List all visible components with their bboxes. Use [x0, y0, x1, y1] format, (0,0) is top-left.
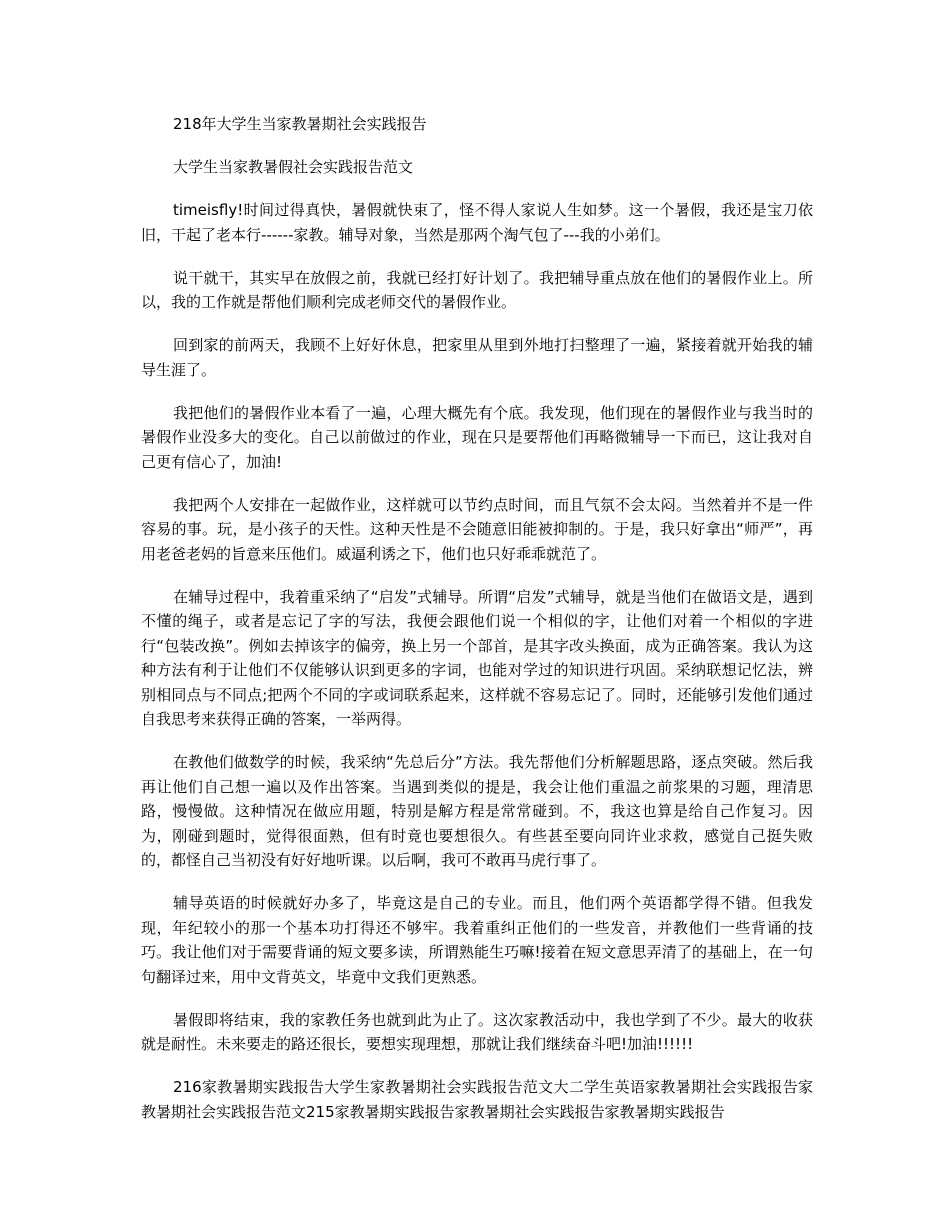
paragraph-2: 说干就干，其实早在放假之前，我就已经打好计划了。我把辅导重点放在他们的暑假作业上。所以，我的工作就是帮他们顺利完成老师交代的暑假作业。 — [141, 268, 813, 311]
paragraph-8: 辅导英语的时候就好办多了，毕竟这是自己的专业。而且，他们两个英语都学得不错。但我发现，年纪较小的那一个基本功打得还不够牢。我着重纠正他们的一些发音，并教他们一些背诵的技巧。我让他们对于需要背诵的短文要多读，所谓熟能生巧嘛!接着在短文意思弄清了的基础上，在一句句翻译过来，用中文背英文，毕竟中文我们更熟悉。 — [141, 894, 813, 986]
paragraph-6: 在辅导过程中，我着重采纳了“启发”式辅导。所谓“启发”式辅导，就是当他们在做语文是，遇到不懂的绳子，或者是忘记了字的写法，我便会跟他们说一个相似的字，让他们对着一个相似的字进行“包装改换”。例如去掉该字的偏旁，换上另一个部首，是其字改头换面，成为正确答案。我认为这种方法有利于让他们不仅能够认识到更多的字词，也能对学过的知识进行巩固。采纳联想记忆法，辨别相同点与不同点;把两个不同的字或词联系起来，这样就不容易忘记了。同时，还能够引发他们通过自我思考来获得正确的答案，一举两得。 — [141, 587, 813, 728]
paragraph-9: 暑假即将结束，我的家教任务也就到此为止了。这次家教活动中，我也学到了不少。最大的收获就是耐性。未来要走的路还很长，要想实现理想，那就让我们继续奋斗吧!加油!!!!!! — [141, 1010, 813, 1053]
paragraph-5: 我把两个人安排在一起做作业，这样就可以节约点时间，而且气氛不会太闷。当然着并不是一件容易的事。玩，是小孩子的天性。这种天性是不会随意旧能被抑制的。于是，我只好拿出“师严”，再用老爸老妈的旨意来压他们。威逼利诱之下，他们也只好乖乖就范了。 — [141, 495, 813, 563]
document-title: 218年大学生当家教暑期社会实践报告 — [173, 115, 427, 133]
paragraph-7: 在教他们做数学的时候，我采纳“先总后分”方法。我先帮他们分析解题思路，逐点突破。然后我再让他们自己想一遍以及作出答案。当遇到类似的提是，我会让他们重温之前浆果的习题，理清思路，慢慢做。这种情况在做应用题，特别是解方程是常常碰到。不，我这也算是给自己作复习。因为，刚碰到题时，觉得很面熟，但有时竟也要想很久。有些甚至要向同许业求救，感觉自己挺失败的，都怪自己当初没有好好地听课。以后啊，我可不敢再马虎行事了。 — [141, 753, 813, 869]
document-page — [141, 112, 813, 1143]
paragraph-4: 我把他们的暑假作业本看了一遍，心理大概先有个底。我发现，他们现在的暑假作业与我当时的暑假作业没多大的变化。自己以前做过的作业，现在只是要帮他们再略微辅导一下而已，这让我对自己更有信心了，加油! — [141, 403, 813, 471]
paragraph-3: 回到家的前两天，我顾不上好好休息，把家里从里到外地打扫整理了一遍，紧接着就开始我的辅导生涯了。 — [141, 336, 813, 379]
related-keywords-paragraph: 216家教暑期实践报告大学生家教暑期社会实践报告范文大二学生英语家教暑期社会实践报告家教暑期社会实践报告范文215家教暑期实践报告家教暑期社会实践报告家教暑期实践报告 — [141, 1078, 813, 1121]
paragraph-1: timeisfly!时间过得真快，暑假就快束了，怪不得人家说人生如梦。这一个暑假，我还是宝刀依旧，干起了老本行------家教。辅导对象，当然是那两个淘气包了---我的小弟们。 — [141, 201, 813, 244]
document-subtitle: 大学生当家教暑假社会实践报告范文 — [173, 158, 414, 176]
